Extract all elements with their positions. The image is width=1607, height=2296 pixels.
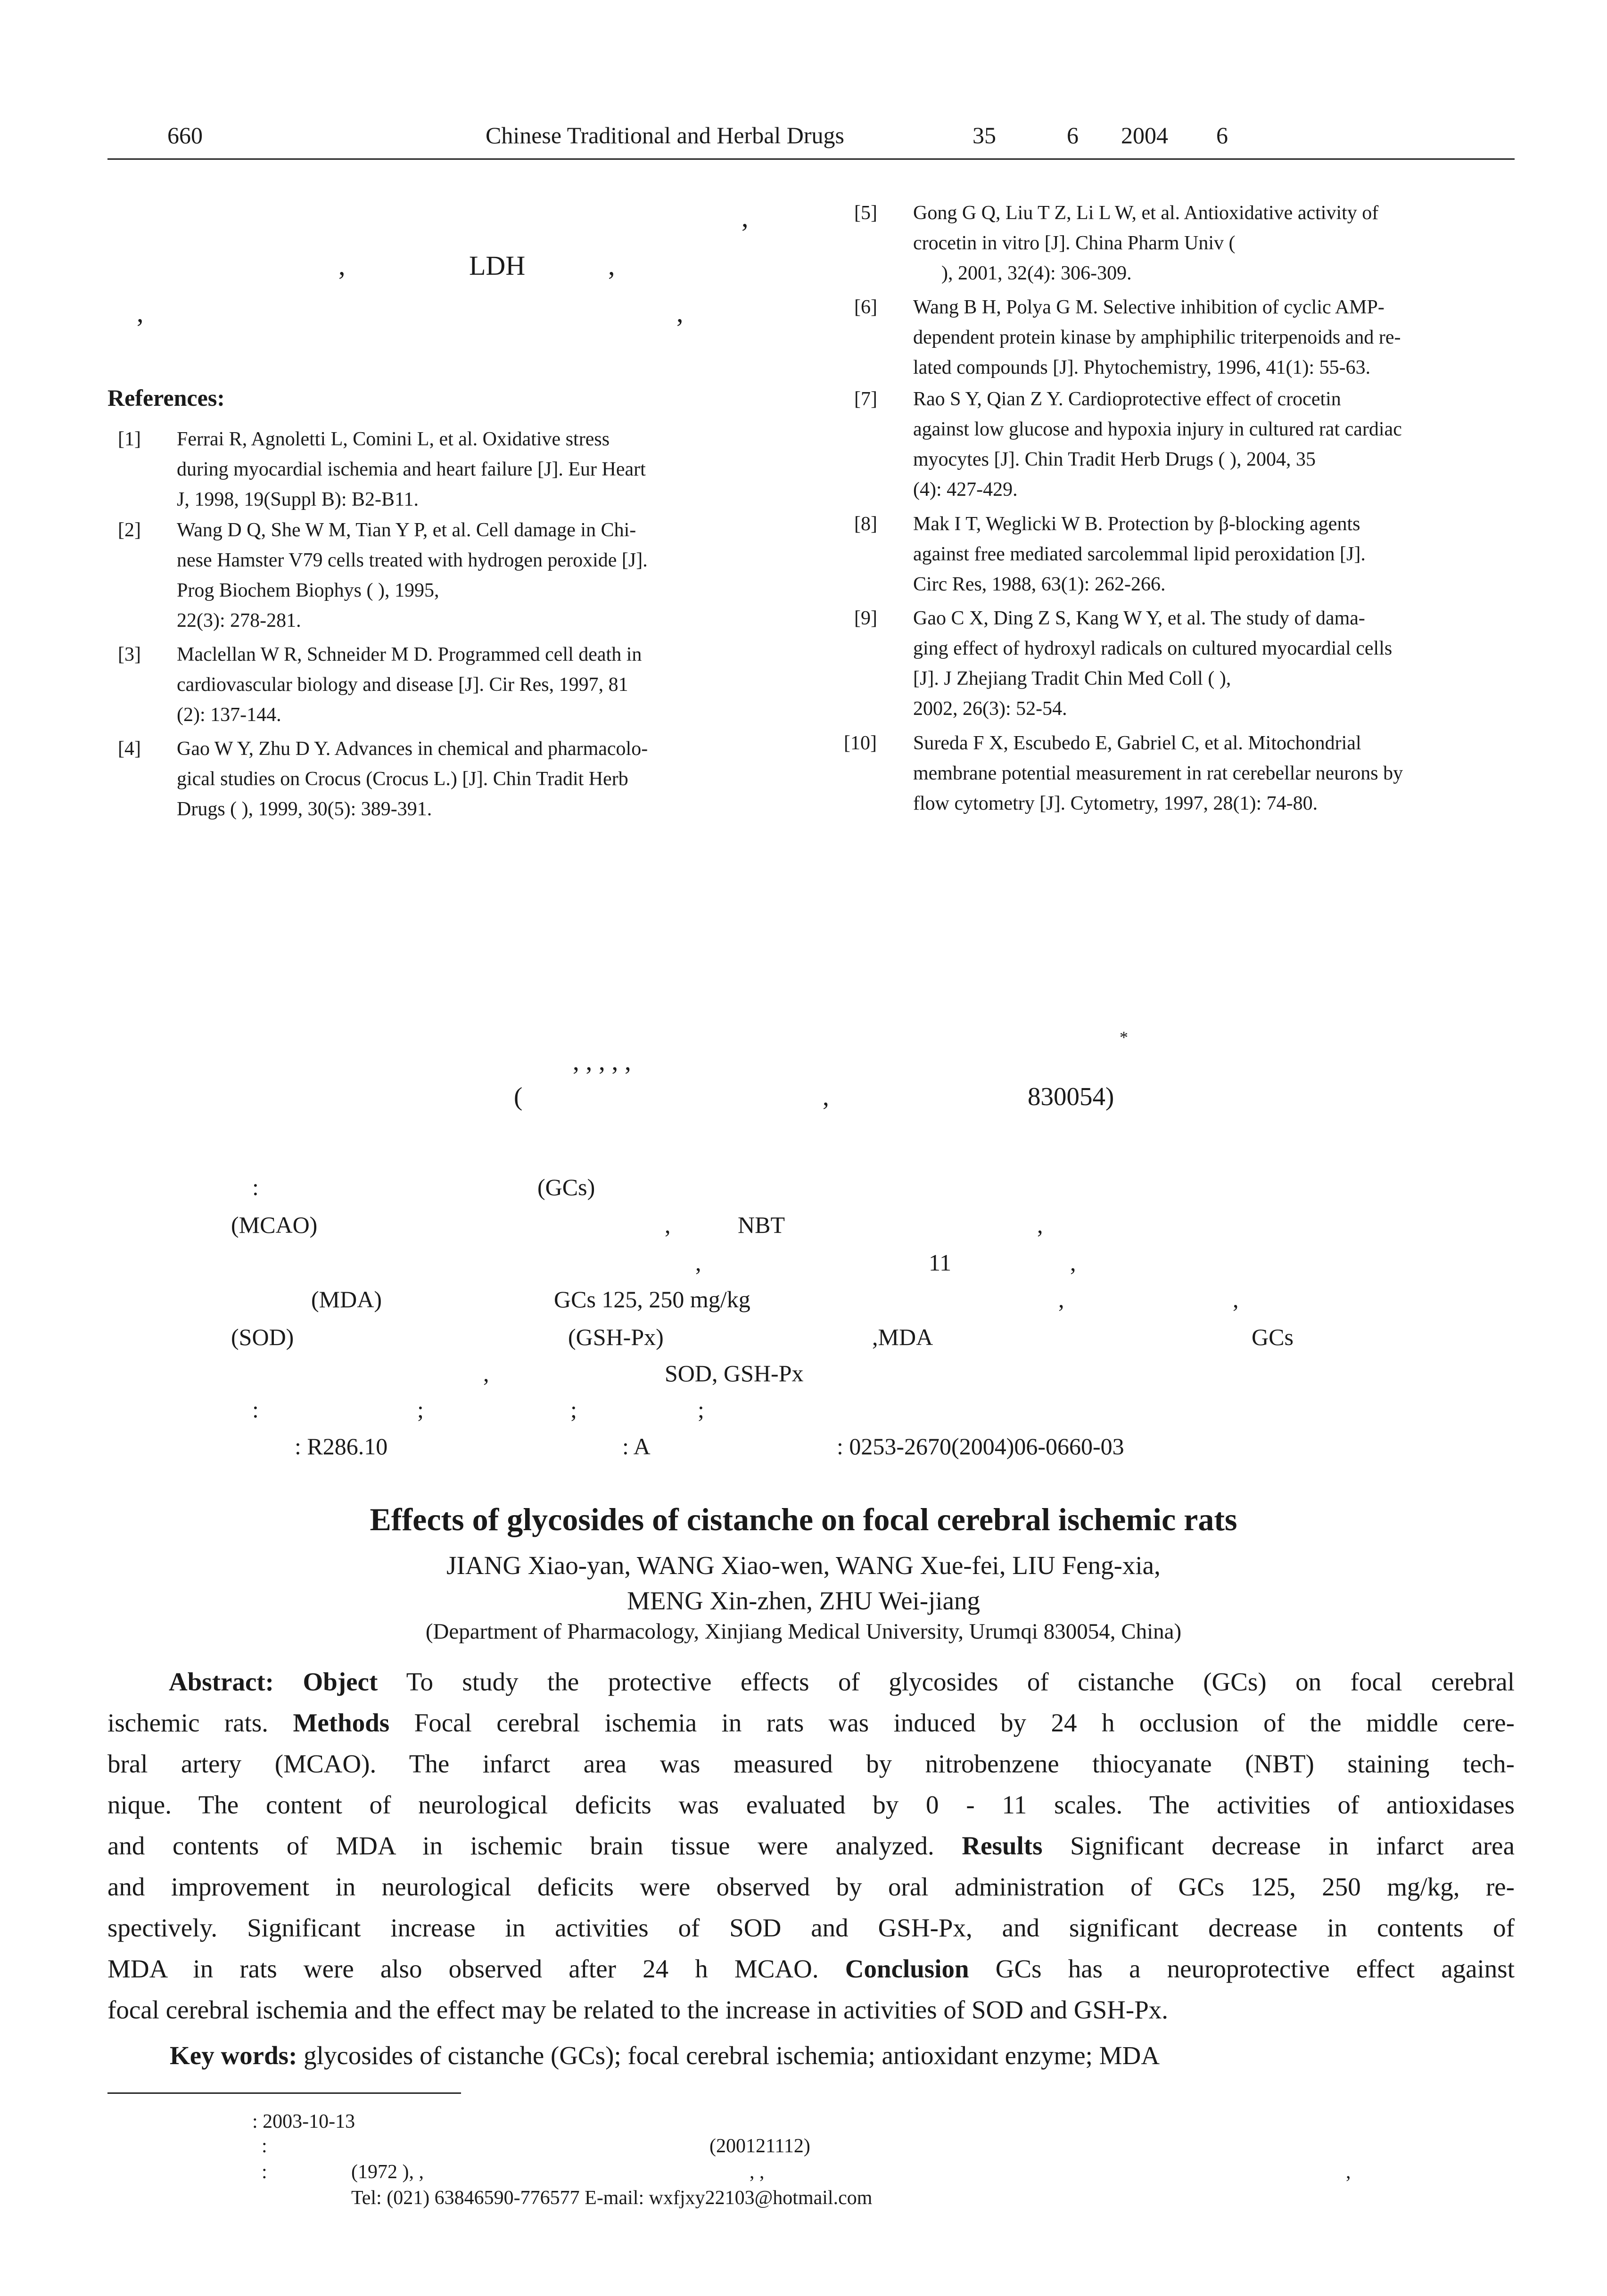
footnote-bio-colon: : — [262, 2161, 267, 2183]
abstract-line — [107, 1948, 1515, 1989]
abstract-label: Abstract: — [169, 1667, 274, 1696]
cn-abstract-line: GCs — [1252, 1324, 1294, 1350]
page-number: 660 — [167, 122, 203, 148]
reference-number: [3] — [118, 644, 141, 665]
cn-abstract-line: , — [665, 1212, 671, 1238]
abstract-line — [107, 1825, 1515, 1866]
text-fragment: , — [338, 250, 346, 281]
abstract-text: and contents of MDA in ischemic brain tissue were analyzed. — [107, 1831, 934, 1860]
abstract-line — [107, 1784, 1515, 1825]
cn-article-id: : 0253-2670(2004)06-0660-03 — [837, 1433, 1124, 1460]
footnote-rule — [107, 2092, 461, 2094]
reference-line: Gao W Y, Zhu D Y. Advances in chemical and pharmacolo- — [177, 738, 648, 760]
cn-affiliation-comma: , — [823, 1082, 829, 1111]
keywords-text: glycosides of cistanche (GCs); focal cerebral ischemia; antioxidant enzyme; MDA — [304, 2041, 1160, 2070]
journal-month: 6 — [1216, 122, 1228, 148]
abstract-text: nique. The content of neurological deficits was evaluated by 0 - 11 scales. The activities of antioxidases — [107, 1790, 1515, 1819]
reference-line: during myocardial ischemia and heart failure [J]. Eur Heart — [177, 459, 646, 480]
cn-abstract-line: GCs 125, 250 mg/kg — [554, 1286, 750, 1312]
cn-abstract-line: : — [252, 1174, 259, 1200]
authors-line: JIANG Xiao-yan, WANG Xiao-wen, WANG Xue-fei, LIU Feng-xia, — [446, 1551, 1161, 1580]
journal-volume: 35 — [972, 122, 996, 148]
reference-line: (2): 137-144. — [177, 704, 281, 726]
methods-label: Methods — [293, 1708, 390, 1737]
keywords-line — [170, 2041, 1160, 2070]
cn-abstract-line: (GSH-Px) — [568, 1324, 664, 1350]
cn-abstract-line: SOD, GSH-Px — [665, 1360, 804, 1386]
reference-number: [6] — [854, 296, 877, 318]
cn-author-separators: , , , , , — [573, 1047, 631, 1075]
reference-number: [2] — [118, 519, 141, 541]
references-heading: References: — [107, 385, 225, 411]
reference-line: Ferrai R, Agnoletti L, Comini L, et al. Oxidative stress — [177, 428, 610, 450]
reference-line: [J]. J Zhejiang Tradit Chin Med Coll ( ), — [913, 668, 1231, 689]
cn-abstract-line: , — [1037, 1212, 1043, 1238]
reference-line: gical studies on Crocus (Crocus L.) [J]. Chin Tradit Herb — [177, 768, 628, 790]
cn-abstract-line: NBT — [738, 1212, 785, 1238]
abstract-text: Focal cerebral ischemia in rats was induced by 24 h occlusion of the middle cere- — [414, 1708, 1515, 1737]
abstract-text: and improvement in neurological deficits were observed by oral administration of GCs 125, 250 mg/kg, re- — [107, 1872, 1515, 1901]
cn-abstract-line: 11 — [929, 1249, 952, 1276]
affiliation: (Department of Pharmacology, Xinjiang Medical University, Urumqi 830054, China) — [425, 1619, 1182, 1644]
reference-line: ), 2001, 32(4): 306-309. — [941, 262, 1132, 284]
reference-line: Gong G Q, Liu T Z, Li L W, et al. Antioxidative activity of — [913, 202, 1379, 224]
reference-line: membrane potential measurement in rat cerebellar neurons by — [913, 763, 1403, 784]
cn-keywords-line: ; — [698, 1396, 704, 1423]
abstract-line — [107, 1661, 1515, 1702]
footnote-bio: (1972 ), , — [351, 2161, 424, 2183]
reference-line: against free mediated sarcolemmal lipid peroxidation [J]. — [913, 543, 1366, 565]
abstract-text: ischemic rats. — [107, 1708, 269, 1737]
reference-line: 22(3): 278-281. — [177, 610, 301, 631]
reference-line: cardiovascular biology and disease [J]. Cir Res, 1997, 81 — [177, 674, 628, 696]
reference-line: Circ Res, 1988, 63(1): 262-266. — [913, 574, 1166, 595]
reference-line: lated compounds [J]. Phytochemistry, 1996, 41(1): 55-63. — [913, 357, 1371, 378]
abstract-text: To study the protective effects of glycosides of cistanche (GCs) on focal cerebral — [406, 1667, 1515, 1696]
abstract-text: bral artery (MCAO). The infarct area was measured by nitrobenzene thiocyanate (NBT) staining tech- — [107, 1749, 1515, 1778]
cn-abstract-line: , — [1070, 1249, 1076, 1276]
reference-number: [8] — [854, 513, 877, 535]
reference-line: J, 1998, 19(Suppl B): B2-B11. — [177, 489, 419, 510]
reference-line: Drugs ( ), 1999, 30(5): 389-391. — [177, 798, 432, 820]
cn-abstract-line: (GCs) — [537, 1174, 595, 1200]
reference-line: against low glucose and hypoxia injury in cultured rat cardiac — [913, 418, 1402, 440]
cn-abstract-line: ,MDA — [872, 1324, 933, 1350]
cn-abstract-line: (MDA) — [311, 1286, 382, 1312]
journal-name: Chinese Traditional and Herbal Drugs — [486, 122, 845, 148]
reference-line: Rao S Y, Qian Z Y. Cardioprotective effect of crocetin — [913, 388, 1341, 410]
text-fragment: , — [608, 250, 615, 281]
footnote-bio: , , — [750, 2161, 765, 2183]
cn-abstract-line: , — [483, 1360, 489, 1386]
cn-abstract-line: , — [1058, 1286, 1064, 1312]
footnote-fund-colon: : — [262, 2135, 267, 2157]
cn-abstract-line: (MCAO) — [231, 1212, 318, 1238]
objective-label: Object — [303, 1667, 378, 1696]
journal-issue: 6 — [1067, 122, 1079, 148]
reference-line: Gao C X, Ding Z S, Kang W Y, et al. The study of dama- — [913, 607, 1365, 629]
authors-line: MENG Xin-zhen, ZHU Wei-jiang — [626, 1586, 981, 1615]
reference-line: flow cytometry [J]. Cytometry, 1997, 28(1): 74-80. — [913, 793, 1318, 814]
reference-line: dependent protein kinase by amphiphilic triterpenoids and re- — [913, 327, 1401, 348]
reference-line: myocytes [J]. Chin Tradit Herb Drugs ( ), 2004, 35 — [913, 449, 1316, 470]
cn-keywords-line: ; — [570, 1396, 577, 1423]
reference-number: [1] — [118, 428, 141, 450]
reference-line: crocetin in vitro [J]. China Pharm Univ ( — [913, 232, 1236, 254]
cn-affiliation-open: ( — [514, 1082, 523, 1111]
reference-line: nese Hamster V79 cells treated with hydrogen peroxide [J]. — [177, 549, 648, 571]
abstract-line — [107, 1702, 1515, 1743]
reference-line: 2002, 26(3): 52-54. — [913, 698, 1067, 720]
cn-abstract-line: , — [1233, 1286, 1239, 1312]
reference-number: [7] — [854, 388, 877, 410]
abstract-line — [107, 1907, 1515, 1948]
cn-abstract-line: (SOD) — [231, 1324, 294, 1350]
reference-number: [9] — [854, 607, 877, 629]
reference-line: Wang D Q, She W M, Tian Y P, et al. Cell damage in Chi- — [177, 519, 636, 541]
abstract-text: spectively. Significant increase in activities of SOD and GSH-Px, and significant decrease in contents of — [107, 1913, 1515, 1942]
reference-line: ging effect of hydroxyl radicals on cultured myocardial cells — [913, 638, 1393, 659]
text-fragment: , — [742, 202, 749, 233]
reference-line: Mak I T, Weglicki W B. Protection by β-blocking agents — [913, 513, 1360, 535]
journal-year: 2004 — [1121, 122, 1168, 148]
corresponding-star: * — [1120, 1028, 1128, 1047]
keywords-label: Key words: — [170, 2041, 297, 2070]
reference-line: Prog Biochem Biophys ( ), 1995, — [177, 580, 439, 601]
cn-classification: : R286.10 — [295, 1433, 388, 1460]
footnote-fund-code: (200121112) — [709, 2135, 810, 2157]
footnote-contact: Tel: (021) 63846590-776577 E-mail: wxfjxy22103@hotmail.com — [351, 2187, 873, 2209]
text-fragment: LDH — [469, 250, 526, 281]
article-title: Effects of glycosides of cistanche on focal cerebral ischemic rats — [370, 1501, 1237, 1537]
reference-line: Sureda F X, Escubedo E, Gabriel C, et al. Mitochondrial — [913, 732, 1361, 754]
cn-document-code: : A — [622, 1433, 651, 1460]
cn-abstract-line: , — [695, 1249, 701, 1276]
reference-line: Wang B H, Polya G M. Selective inhibition of cyclic AMP- — [913, 296, 1384, 318]
text-fragment: , — [676, 297, 684, 328]
abstract-line — [107, 1989, 1515, 2030]
conclusion-label: Conclusion — [845, 1954, 969, 1983]
reference-line: (4): 427-429. — [913, 479, 1018, 500]
abstract-text: Significant decrease in infarct area — [1070, 1831, 1515, 1860]
results-label: Results — [962, 1831, 1043, 1860]
abstract-line — [107, 1743, 1515, 1784]
footnote-received: : 2003-10-13 — [252, 2111, 355, 2132]
reference-number: [4] — [118, 738, 141, 760]
cn-keywords-line: : — [252, 1396, 259, 1423]
abstract-text: MDA in rats were also observed after 24 h MCAO. — [107, 1954, 819, 1983]
footnote-bio: , — [1346, 2161, 1351, 2183]
cn-affiliation-postcode: 830054) — [1028, 1082, 1114, 1111]
header-rule — [107, 158, 1515, 160]
reference-line: Maclellan W R, Schneider M D. Programmed cell death in — [177, 644, 642, 665]
reference-number: [5] — [854, 202, 877, 224]
abstract-text: focal cerebral ischemia and the effect may be related to the increase in activities of SOD and GSH-Px. — [107, 1995, 1169, 2024]
reference-number: [10] — [844, 732, 877, 754]
text-fragment: , — [137, 297, 144, 328]
abstract-line — [107, 1866, 1515, 1907]
cn-keywords-line: ; — [417, 1396, 424, 1423]
abstract-text: GCs has a neuroprotective effect against — [995, 1954, 1515, 1983]
